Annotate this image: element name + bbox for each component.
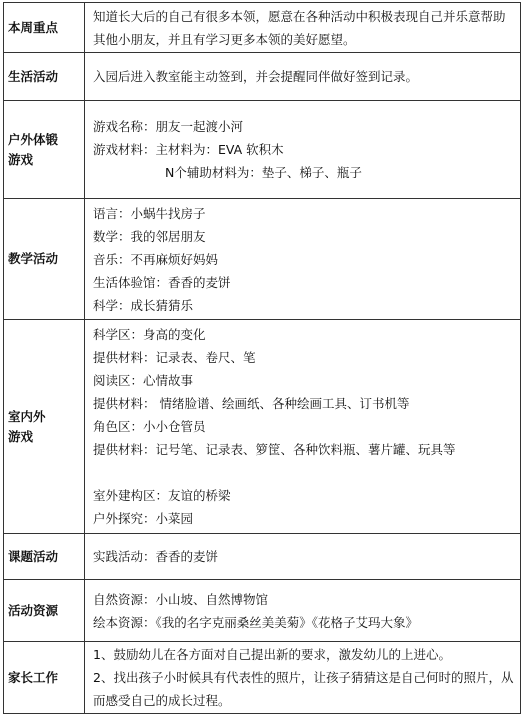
row-activity-resources bbox=[4, 580, 521, 642]
content-line: 数学：我的邻居朋友 bbox=[93, 228, 206, 244]
row-content bbox=[85, 320, 521, 534]
row-content bbox=[85, 199, 521, 320]
row-content bbox=[85, 3, 521, 53]
row-label-text: 户外体锻游戏 bbox=[8, 131, 59, 167]
content-line: 绘本资源：《我的名字克丽桑丝美美菊》《花格子艾玛大象》 bbox=[93, 614, 419, 630]
content-line: 游戏名称：朋友一起渡小河 bbox=[93, 119, 244, 134]
content-line: 语言：小蜗牛找房子 bbox=[93, 205, 206, 221]
row-label: 课题活动 bbox=[4, 534, 85, 580]
content-line: 角色区：小小仓管员 bbox=[93, 419, 206, 434]
row-content bbox=[85, 53, 521, 101]
content-line: 提供材料： 情绪脸谱、绘画纸、各种绘画工具、订书机等 bbox=[93, 396, 410, 411]
weekly-plan-table bbox=[3, 2, 521, 714]
row-outdoor-exercise bbox=[4, 101, 521, 199]
content-line: 户外探究：小菜园 bbox=[93, 511, 194, 526]
content-line: N个辅助材料为：垫子、梯子、瓶子 bbox=[165, 165, 362, 180]
content-line: 提供材料：记录表、卷尺、笔 bbox=[93, 350, 256, 365]
row-content bbox=[85, 642, 521, 714]
row-label: 本周重点 bbox=[4, 3, 85, 53]
row-teaching-activities bbox=[4, 199, 521, 320]
row-label: 生活活动 bbox=[4, 53, 85, 101]
row-label bbox=[4, 101, 85, 199]
content-line: 实践活动：香香的麦饼 bbox=[93, 549, 219, 564]
content-line: 提供材料：记号笔、记录表、箩筐、各种饮料瓶、薯片罐、玩具等 bbox=[93, 442, 456, 457]
row-indoor-outdoor-games bbox=[4, 320, 521, 534]
row-content bbox=[85, 580, 521, 642]
row-label: 教学活动 bbox=[4, 199, 85, 320]
content-line: 游戏材料：主材料为：EVA 软积木 bbox=[93, 142, 284, 157]
content-line: 科学：成长猜猜乐 bbox=[93, 297, 194, 313]
row-content bbox=[85, 101, 521, 199]
content-line: 2、找出孩子小时候具有代表性的照片，让孩子猜猜这是自己何时的照片，从而感受自己的成长过程。 bbox=[93, 670, 514, 708]
row-label: 活动资源 bbox=[4, 580, 85, 642]
row-parent-work bbox=[4, 642, 521, 714]
row-label: 家长工作 bbox=[4, 642, 85, 714]
content-line: 生活体验馆：香香的麦饼 bbox=[93, 274, 231, 290]
content-line: 知道长大后的自己有很多本领，愿意在各种活动中积极表现自己并乐意帮助其他小朋友，并且有学习更多本领的美好愿望。 bbox=[93, 8, 506, 47]
content-line: 室外建构区：友谊的桥梁 bbox=[93, 488, 231, 503]
row-content bbox=[85, 534, 521, 580]
content-line: 自然资源：小山坡、自然博物馆 bbox=[93, 591, 269, 607]
row-label bbox=[4, 320, 85, 534]
row-daily-life bbox=[4, 53, 521, 101]
content-line: 科学区：身高的变化 bbox=[93, 327, 206, 342]
content-line: 阅读区：心情故事 bbox=[93, 373, 194, 388]
row-label-text: 室内外游戏 bbox=[8, 408, 46, 444]
blank-line bbox=[93, 461, 514, 484]
row-project-activity bbox=[4, 534, 521, 580]
row-weekly-focus bbox=[4, 3, 521, 53]
content-line: 音乐：不再麻烦好妈妈 bbox=[93, 251, 219, 267]
content-line: 1、鼓励幼儿在各方面对自己提出新的要求，激发幼儿的上进心。 bbox=[93, 647, 451, 662]
content-line: 入园后进入教室能主动签到，并会提醒同伴做好签到记录。 bbox=[93, 69, 419, 84]
